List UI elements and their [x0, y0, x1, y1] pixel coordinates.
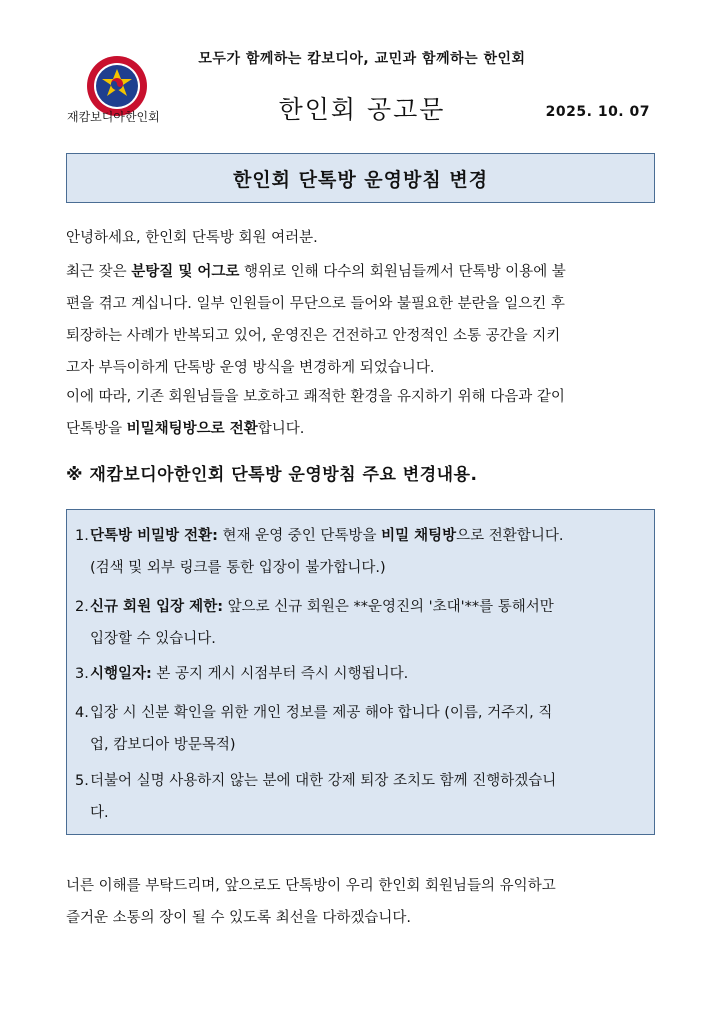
paragraph-line: 이에 따라, 기존 회원님들을 보호하고 쾌적한 환경을 유지하기 위해 다음과 같이 [66, 389, 565, 405]
organization-name: 재캄보디아한인회 [67, 110, 160, 124]
document-date: 2025. 10. 07 [545, 104, 650, 120]
paragraph-line: 고자 부득이하게 단톡방 운영 방식을 변경하게 되었습니다. [66, 360, 435, 376]
list-item: 1. 단톡방 비밀방 전환: 현재 운영 중인 단톡방을 비밀 채팅방으로 전환합니다. (검색 및 외부 링크를 통한 입장이 불가합니다.) [75, 528, 564, 576]
notice-title: 한인회 단톡방 운영방침 변경 [232, 168, 489, 191]
document-title: 한인회 공고문 [278, 95, 446, 124]
closing-paragraph [66, 870, 658, 934]
changes-list-box [66, 509, 655, 835]
greeting: 안녕하세요, 한인회 단톡방 회원 여러분. [66, 230, 318, 246]
paragraph-line: 단톡방을 비밀채팅방으로 전환합니다. [66, 421, 305, 437]
paragraph-line: 최근 잦은 분탕질 및 어그로 행위로 인해 다수의 회원님들께서 단톡방 이용에 불 [66, 264, 566, 280]
closing-line: 즐거운 소통의 장이 될 수 있도록 최선을 다하겠습니다. [66, 910, 412, 926]
closing-line: 너른 이해를 부탁드리며, 앞으로도 단톡방이 우리 한인회 회원님들의 유익하고 [66, 878, 556, 894]
paragraph-line: 편을 겪고 계십니다. 일부 인원들이 무단으로 들어와 불필요한 분란을 일으킨 후 [66, 296, 565, 312]
list-item: 4. 입장 시 신분 확인을 위한 개인 정보를 제공 해야 합니다 (이름, 거주지, 직 업, 캄보디아 방문목적) [75, 705, 553, 753]
list-item: 2. 신규 회원 입장 제한: 앞으로 신규 회원은 **운영진의 '초대'**를 통해서만 입장할 수 있습니다. [75, 599, 554, 647]
paragraph-line: 퇴장하는 사례가 반복되고 있어, 운영진은 건전하고 안정적인 소통 공간을 지키 [66, 328, 561, 344]
slogan: 모두가 함께하는 캄보디아, 교민과 함께하는 한인회 [198, 51, 526, 67]
notice-title-box [66, 153, 655, 203]
list-item: 5. 더불어 실명 사용하지 않는 분에 대한 강제 퇴장 조치도 함께 진행하겠습니 다. [75, 773, 557, 821]
list-item: 3. 시행일자: 본 공지 게시 시점부터 즉시 시행됩니다. [75, 666, 409, 682]
section-heading: ※ 재캄보디아한인회 단톡방 운영방침 주요 변경내용. [66, 465, 478, 485]
paragraph-change [66, 381, 658, 445]
paragraph-reason [66, 256, 658, 384]
